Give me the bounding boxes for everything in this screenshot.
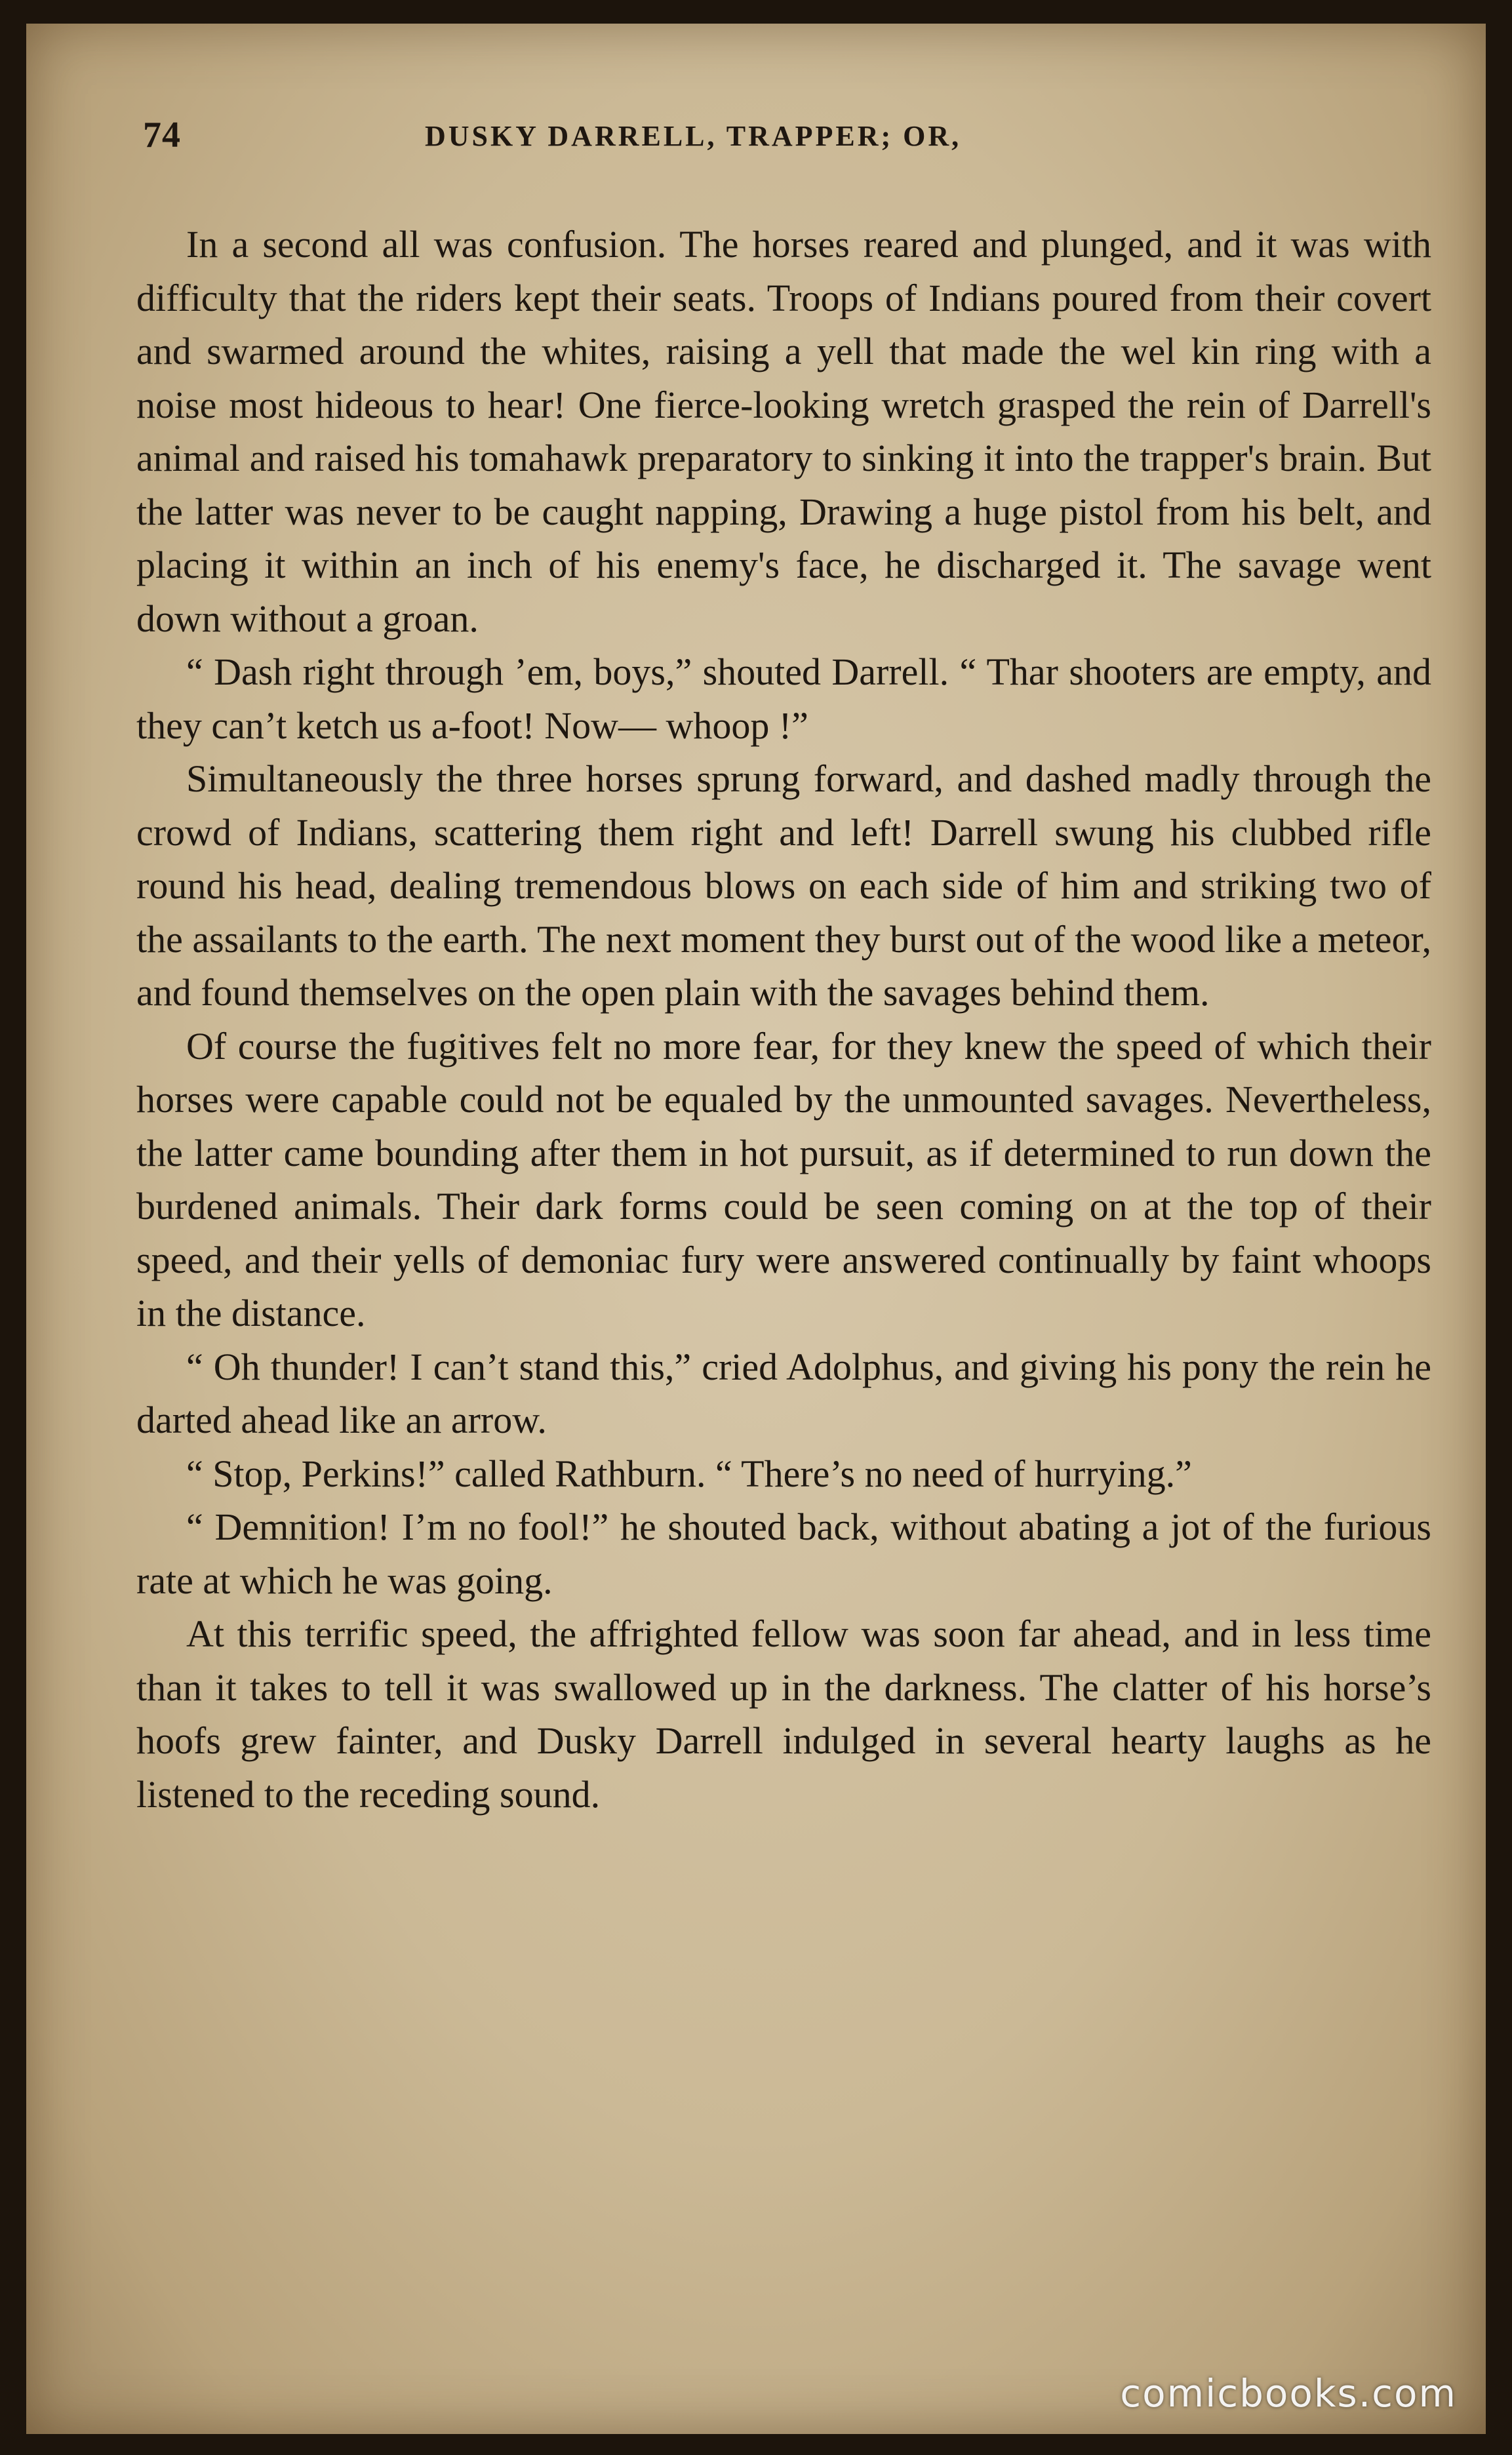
paragraph: “ Oh thunder! I can’t stand this,” cried Adolphus, and giving his pony the rein he darted ahead like an arrow.	[136, 1345, 1431, 1441]
page-header	[143, 114, 1428, 173]
page-number: 74	[143, 115, 181, 155]
paragraph: “ Stop, Perkins!” called Rathburn. “ There’s no need of hurrying.”	[186, 1452, 1192, 1495]
book-page	[26, 24, 1486, 2434]
paragraph: “ Demnition! I’m no fool!” he shouted back, without abating a jot of the furious rate at which he was going.	[136, 1506, 1431, 1602]
paragraph: Simultaneously the three horses sprung forward, and dashed madly through the crowd of Indians, scattering them right and left! Darrell swung his clubbed rifle round his head, dealing tremendous blows on each side of him and striking two of the assailants to the earth. The next moment they burst out of the wood like a meteor, and found themselves on the open plain with the savages behind them.	[136, 757, 1431, 1014]
paragraph: “ Dash right through ’em, boys,” shouted Darrell. “ Thar shooters are empty, and they can’t ketch us a-foot! Now— whoop !”	[136, 650, 1431, 747]
watermark: comicbooks.com	[1120, 2371, 1457, 2416]
running-head: DUSKY DARRELL, TRAPPER; OR,	[425, 120, 962, 152]
paragraph: Of course the fugitives felt no more fear, for they knew the speed of which their horses were capable could not be equaled by the unmounted savages. Nevertheless, the latter came bounding after them in hot pursuit, as if determined to run down the burdened animals. Their dark forms could be seen coming on at the top of their speed, and their yells of demoniac fury were answered continually by faint whoops in the distance.	[136, 1024, 1431, 1334]
body-text	[136, 218, 1431, 1821]
paragraph: In a second all was confusion. The horses reared and plunged, and it was with difficulty that the riders kept their seats. Troops of Indians poured from their covert and swarmed around the whites, raising a yell that made the wel kin ring with a noise most hideous to hear! One fierce-looking wretch grasped the rein of Darrell's animal and raised his tomahawk preparatory to sinking it into the trapper's brain. But the latter was never to be caught napping, Drawing a huge pistol from his belt, and placing it within an inch of his enemy's face, he discharged it. The savage went down without a groan.	[136, 223, 1431, 640]
paragraph: At this terrific speed, the affrighted fellow was soon far ahead, and in less time than it takes to tell it was swallowed up in the darkness. The clatter of his horse’s hoofs grew fainter, and Dusky Darrell indulged in several hearty laughs as he listened to the receding sound.	[136, 1612, 1431, 1816]
